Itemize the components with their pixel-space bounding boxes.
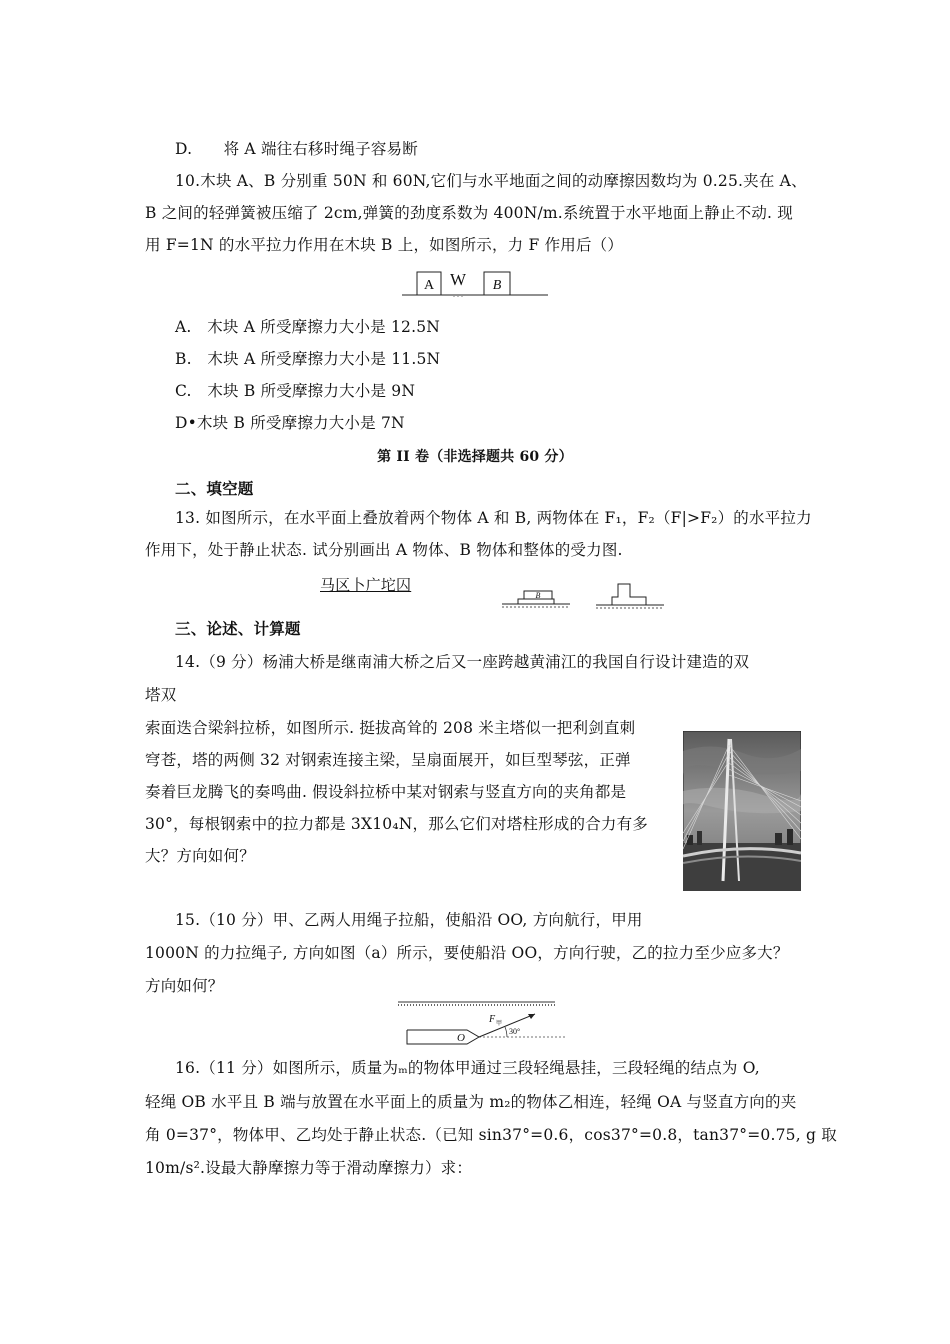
force-f-label: F xyxy=(489,1014,496,1025)
q15-line-1: 15.（10 分）甲、乙两人用绳子拉船，使船沿 OO, 方向航行，甲用 xyxy=(175,911,643,929)
q13-figure-whole xyxy=(594,580,666,612)
q15-figure-boat xyxy=(395,997,570,1047)
q14-line-2: 塔双 xyxy=(145,686,177,704)
section-calc-title: 三、论述、计算题 xyxy=(175,619,301,638)
q10-option-b: B. 木块 A 所受摩擦力大小是 11.5N xyxy=(175,350,441,368)
section-fill-blank-title: 二、填空题 xyxy=(175,479,254,498)
q14-line-3: 索面迭合梁斜拉桥，如图所示. 挺拔高耸的 208 米主塔似一把利剑直刺 xyxy=(145,719,636,737)
q13-figure-stacked-blocks xyxy=(500,588,572,610)
q10-stem-line-1: 10.木块 A、B 分别重 50N 和 60N,它们与水平地面之间的动摩擦因数均为 0.25.夹在 A、 xyxy=(175,172,807,190)
point-o-label: O xyxy=(457,1032,465,1044)
option-d-prev: D. 将 A 端往右移时绳子容易断 xyxy=(175,140,418,158)
q10-option-c: C. 木块 B 所受摩擦力大小是 9N xyxy=(175,382,416,400)
bridge-photo xyxy=(683,731,801,891)
q14-line-5: 奏着巨龙腾飞的奏鸣曲. 假设斜拉桥中某对钢索与竖直方向的夹角都是 xyxy=(145,783,627,801)
force-f-subscript: 甲 xyxy=(496,1021,503,1027)
block-b-label: B xyxy=(492,278,502,293)
q10-option-a: A. 木块 A 所受摩擦力大小是 12.5N xyxy=(175,318,441,336)
q10-stem-line-2: B 之间的轻弹簧被压缩了 2cm,弹簧的劲度系数为 400N/m.系统置于水平地面上静止不动. 现 xyxy=(145,204,793,222)
q13-figure-text: 马区卜广坨囚 xyxy=(320,576,412,594)
q16-line-4: 10m/s².设最大静摩擦力等于滑动摩擦力）求： xyxy=(145,1159,473,1177)
q13-block-b-label: B xyxy=(535,591,541,600)
q10-option-d: D•木块 B 所受摩擦力大小是 7N xyxy=(175,414,405,432)
q16-line-2: 轻绳 OB 水平且 B 端与放置在水平面上的质量为 m₂的物体乙相连，轻绳 OA 与竖直方向的夹 xyxy=(145,1093,797,1111)
spring-label: W xyxy=(449,270,467,289)
block-a-label: A xyxy=(423,278,435,293)
q13-line-2: 作用下，处于静止状态. 试分别画出 A 物体、B 物体和整体的受力图. xyxy=(145,541,623,559)
q14-line-6: 30°，每根钢索中的拉力都是 3X10₄N，那么它们对塔柱形成的合力有多 xyxy=(145,815,648,833)
q16-line-3: 角 0=37°，物体甲、乙均处于静止状态.（已知 sin37°=0.6，cos37°=0.8，tan37°=0.75, g 取 xyxy=(145,1126,837,1144)
part-2-heading: 第 II 卷（非选择题共 60 分） xyxy=(377,449,573,465)
q14-line-4: 穹苍，塔的两侧 32 对钢索连接主梁，呈扇面展开，如巨型琴弦，正弹 xyxy=(145,751,631,769)
q15-line-3: 方向如何？ xyxy=(145,977,224,995)
q14-line-7: 大？方向如何？ xyxy=(145,847,255,865)
q14-line-1: 14.（9 分）杨浦大桥是继南浦大桥之后又一座跨越黄浦江的我国自行设计建造的双 xyxy=(175,653,750,671)
q15-line-2: 1000N 的力拉绳子, 方向如图（a）所示，要使船沿 OO，方向行驶，乙的拉力至少应多大？ xyxy=(145,944,789,962)
q10-stem-line-3: 用 F=1N 的水平拉力作用在木块 B 上，如图所示，力 F 作用后（） xyxy=(145,236,624,254)
q13-line-1: 13. 如图所示，在水平面上叠放着两个物体 A 和 B, 两物体在 F₁，F₂（F|>F₂）的水平拉力 xyxy=(175,509,812,527)
spring-dots: . . . xyxy=(453,290,463,298)
q10-figure xyxy=(400,264,550,298)
angle-label: 30° xyxy=(509,1027,521,1036)
q16-line-1: 16.（11 分）如图所示，质量为ₘ的物体甲通过三段轻绳悬挂，三段轻绳的结点为 O, xyxy=(175,1059,760,1077)
